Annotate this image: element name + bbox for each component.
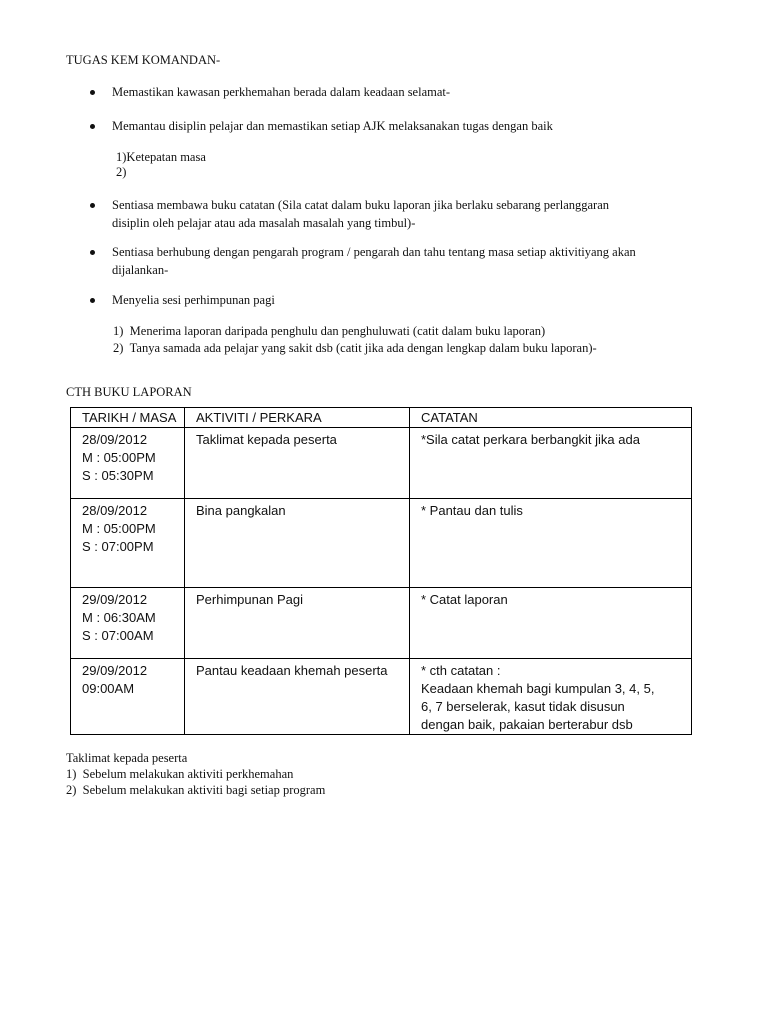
time-start: M : 05:00PM xyxy=(82,521,156,536)
cell-notes xyxy=(410,428,692,499)
list-text: Menerima laporan daripada penghulu dan penghuluwati (catit dalam buku laporan) xyxy=(129,324,546,338)
cell-date xyxy=(71,499,185,588)
notes-line: 6, 7 berselerak, kasut tidak disusun xyxy=(421,699,625,714)
cell-activity xyxy=(185,588,410,659)
activity-text: Bina pangkalan xyxy=(196,503,286,518)
time-start: M : 06:30AM xyxy=(82,610,156,625)
activity-text: Taklimat kepada peserta xyxy=(196,432,337,447)
bullet-icon xyxy=(90,90,95,95)
sub-list-item xyxy=(113,323,545,339)
footer-list-item xyxy=(66,766,293,782)
header-date-time: TARIKH / MASA xyxy=(71,408,185,428)
bullet-icon xyxy=(90,298,95,303)
bullet-item xyxy=(112,83,450,101)
activity-text: Perhimpunan Pagi xyxy=(196,592,303,607)
list-text: Sebelum melakukan aktiviti bagi setiap program xyxy=(82,783,326,797)
notes-line: Keadaan khemah bagi kumpulan 3, 4, 5, xyxy=(421,681,655,696)
table-row xyxy=(71,499,692,588)
activity-text: Pantau keadaan khemah peserta xyxy=(196,663,388,678)
bullet-line: dijalankan- xyxy=(112,263,169,277)
bullet-line: disiplin oleh pelajar atau ada masalah masalah yang timbul)- xyxy=(112,216,416,230)
date-line: 28/09/2012 xyxy=(82,503,148,518)
bullet-icon xyxy=(90,124,95,129)
cell-activity xyxy=(185,428,410,499)
bullet-line: Sentiasa membawa buku catatan (Sila catat dalam buku laporan jika berlaku sebarang perlanggaran xyxy=(112,198,610,212)
cell-date xyxy=(71,659,185,735)
bullet-item xyxy=(112,243,636,279)
date-line: 29/09/2012 xyxy=(82,592,148,607)
bullet-item xyxy=(112,196,609,232)
notes-line: * Pantau dan tulis xyxy=(421,503,523,518)
table-row xyxy=(71,659,692,735)
bullet-icon xyxy=(90,250,95,255)
cell-date xyxy=(71,428,185,499)
bullet-line: Memastikan kawasan perkhemahan berada dalam keadaan selamat- xyxy=(112,85,451,99)
notes-line: * Catat laporan xyxy=(421,592,508,607)
list-number: 1) xyxy=(66,767,77,781)
list-number: 2) xyxy=(113,341,124,355)
time-start: 09:00AM xyxy=(82,681,135,696)
bullet-icon xyxy=(90,203,95,208)
notes-line: * cth catatan : xyxy=(421,663,501,678)
report-table xyxy=(70,407,692,735)
cell-notes xyxy=(410,659,692,735)
bullet-item xyxy=(112,291,275,309)
sub-list-item: 1)Ketepatan masa xyxy=(116,150,206,164)
bullet-item xyxy=(112,117,553,135)
sub-list-item: 2) xyxy=(116,165,127,179)
list-text: Tanya samada ada pelajar yang sakit dsb (catit jika ada dengan lengkap dalam buku laporan)- xyxy=(129,341,597,355)
date-line: 29/09/2012 xyxy=(82,663,148,678)
cell-date xyxy=(71,588,185,659)
time-end: S : 05:30PM xyxy=(82,468,154,483)
bullet-line: Memantau disiplin pelajar dan memastikan setiap AJK melaksanakan tugas dengan baik xyxy=(112,119,553,133)
cell-activity xyxy=(185,659,410,735)
cell-notes xyxy=(410,588,692,659)
table-row xyxy=(71,428,692,499)
notes-line: *Sila catat perkara berbangkit jika ada xyxy=(421,432,640,447)
document-title: TUGAS KEM KOMANDAN- xyxy=(66,53,221,67)
sub-list-item xyxy=(113,340,597,356)
time-end: S : 07:00AM xyxy=(82,628,154,643)
footer-title: Taklimat kepada peserta xyxy=(66,751,188,765)
cell-activity xyxy=(185,499,410,588)
date-line: 28/09/2012 xyxy=(82,432,148,447)
header-activity: AKTIVITI / PERKARA xyxy=(185,408,410,428)
time-end: S : 07:00PM xyxy=(82,539,154,554)
bullet-line: Menyelia sesi perhimpunan pagi xyxy=(112,293,275,307)
footer-list-item xyxy=(66,782,325,798)
section-title: CTH BUKU LAPORAN xyxy=(66,385,192,399)
table-header-row xyxy=(71,408,692,428)
list-text: Sebelum melakukan aktiviti perkhemahan xyxy=(82,767,294,781)
list-number: 1) xyxy=(113,324,124,338)
cell-notes xyxy=(410,499,692,588)
header-notes: CATATAN xyxy=(410,408,692,428)
time-start: M : 05:00PM xyxy=(82,450,156,465)
bullet-line: Sentiasa berhubung dengan pengarah program / pengarah dan tahu tentang masa setiap aktivitiyang akan xyxy=(112,245,636,259)
table-row xyxy=(71,588,692,659)
list-number: 2) xyxy=(66,783,77,797)
notes-line: dengan baik, pakaian berterabur dsb xyxy=(421,717,633,732)
